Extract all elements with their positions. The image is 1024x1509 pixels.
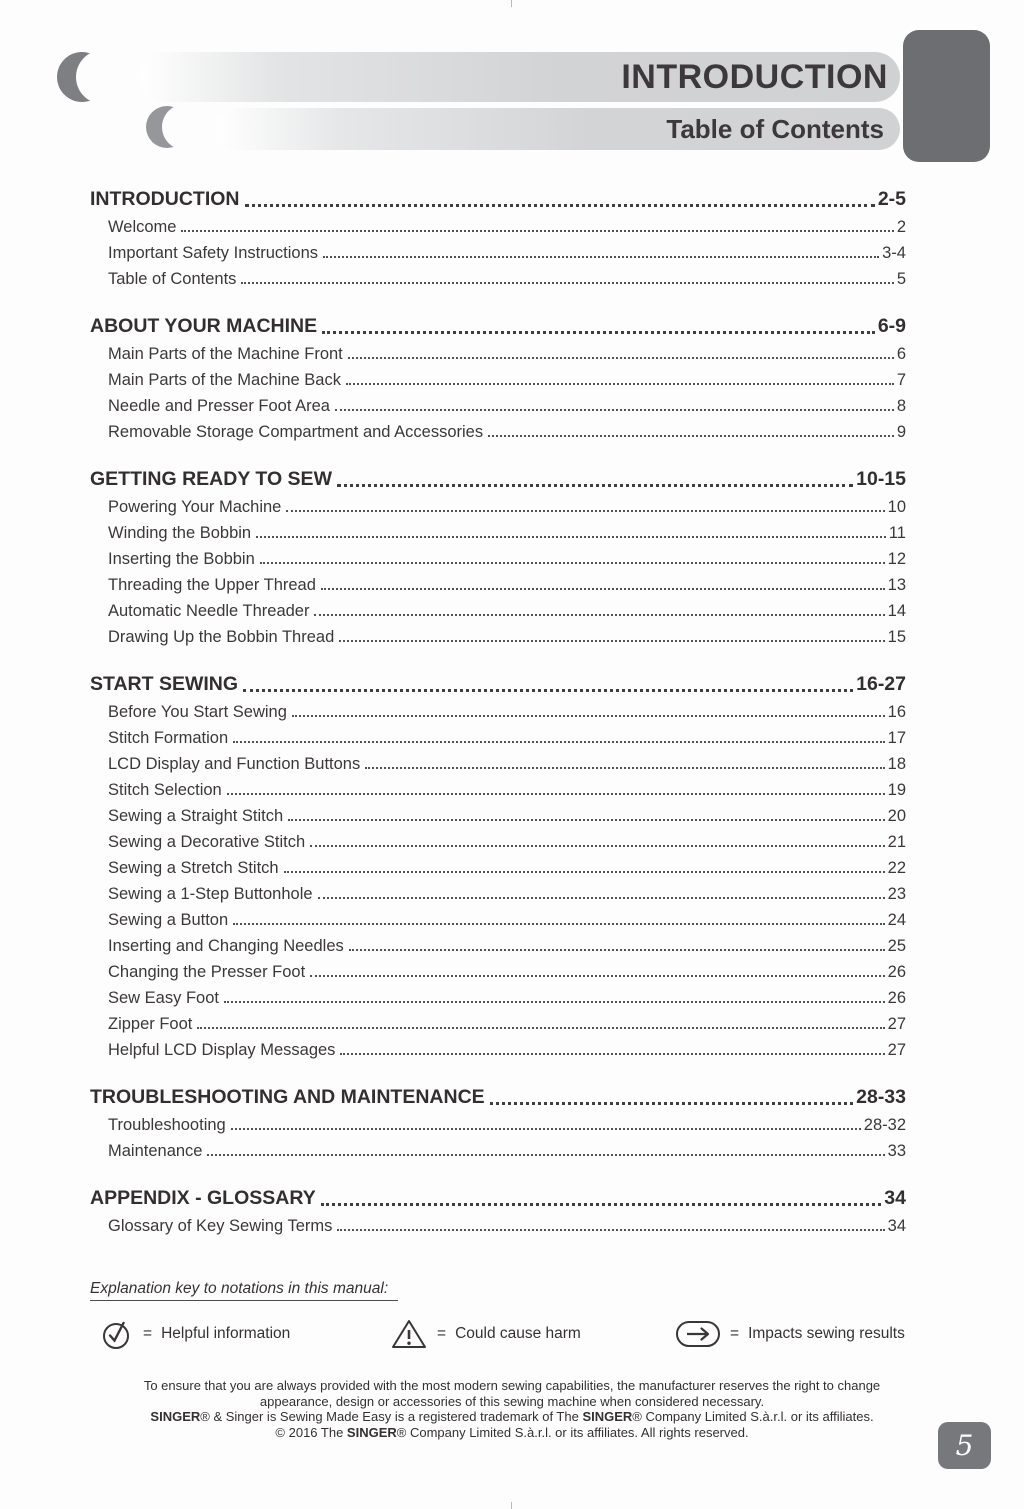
toc-section-title: START SEWING xyxy=(90,673,239,695)
brand-name: SINGER xyxy=(582,1409,633,1424)
crescent-decoration-small-icon xyxy=(146,106,194,153)
toc-item-label: Before You Start Sewing xyxy=(108,703,287,721)
toc-item-page: 6 xyxy=(896,345,906,363)
toc-item-label: Automatic Needle Threader xyxy=(108,602,310,620)
legend-label: Helpful information xyxy=(161,1325,291,1342)
toc-item xyxy=(108,930,906,956)
toc-section-pages: 28-33 xyxy=(856,1086,906,1108)
toc-item xyxy=(108,748,906,774)
toc-item xyxy=(108,211,906,237)
leader-dots xyxy=(224,1001,885,1003)
toc-section-items xyxy=(90,1109,906,1161)
toc-section-row xyxy=(90,668,906,696)
legend-label: Could cause harm xyxy=(455,1325,581,1342)
toc-item-label: Welcome xyxy=(108,218,177,236)
toc-item-page: 13 xyxy=(887,576,906,594)
leader-dots xyxy=(207,1154,884,1156)
toc-item-page: 8 xyxy=(896,397,906,415)
leader-dots xyxy=(322,331,875,334)
toc-item-page: 9 xyxy=(896,423,906,441)
toc-item-label: Troubleshooting xyxy=(108,1116,226,1134)
toc-section-items xyxy=(90,211,906,289)
toc-item-page: 11 xyxy=(888,524,906,542)
toc-item xyxy=(108,852,906,878)
toc-item-page: 18 xyxy=(887,755,906,773)
toc-item xyxy=(108,956,906,982)
leader-dots xyxy=(256,536,886,538)
leader-dots xyxy=(243,689,853,692)
toc-item-label: Removable Storage Compartment and Accessories xyxy=(108,423,484,441)
toc-item-label: Winding the Bobbin xyxy=(108,524,252,542)
toc-item xyxy=(108,364,906,390)
toc-item xyxy=(108,390,906,416)
toc-item-label: Drawing Up the Bobbin Thread xyxy=(108,628,335,646)
check-circle-icon xyxy=(100,1317,134,1351)
toc-item-label: Sew Easy Foot xyxy=(108,989,219,1007)
toc-section-title: APPENDIX - GLOSSARY xyxy=(90,1187,316,1209)
toc-item xyxy=(108,1109,906,1135)
toc-item-page: 5 xyxy=(896,270,906,288)
leader-dots xyxy=(197,1027,884,1029)
toc-item-label: Sewing a 1-Step Buttonhole xyxy=(108,885,313,903)
toc-item-label: Stitch Selection xyxy=(108,781,222,799)
toc-item-label: Changing the Presser Foot xyxy=(108,963,306,981)
toc-item-page: 28-32 xyxy=(863,1116,906,1134)
leader-dots xyxy=(318,897,885,899)
toc-item-label: Sewing a Decorative Stitch xyxy=(108,833,306,851)
page-subtitle-bar xyxy=(215,108,900,150)
leader-dots xyxy=(348,357,894,359)
toc-section xyxy=(90,310,906,442)
crescent-decoration-icon xyxy=(57,52,115,107)
toc-section-row xyxy=(90,1081,906,1109)
legend-heading: Explanation key to notations in this manual: xyxy=(90,1280,398,1301)
toc-section xyxy=(90,1081,906,1161)
toc-item-label: Needle and Presser Foot Area xyxy=(108,397,330,415)
toc-section-title: GETTING READY TO SEW xyxy=(90,468,332,490)
toc-section-pages: 16-27 xyxy=(856,673,906,695)
registration-mark-bottom xyxy=(511,1502,512,1509)
toc-item xyxy=(108,982,906,1008)
toc-section xyxy=(90,1182,906,1236)
leader-dots xyxy=(337,1229,884,1231)
toc-section-title: INTRODUCTION xyxy=(90,188,240,210)
legend-row xyxy=(90,1317,906,1351)
leader-dots xyxy=(365,767,884,769)
footer-text: ® Company Limited S.à.r.l. or its affiliates. xyxy=(632,1409,874,1424)
legend-item-results xyxy=(675,1319,906,1349)
leader-dots xyxy=(260,562,885,564)
brand-name: SINGER xyxy=(150,1409,201,1424)
leader-dots xyxy=(339,640,884,642)
toc-section-items xyxy=(90,1210,906,1236)
toc-item-page: 24 xyxy=(887,911,906,929)
toc-item xyxy=(108,904,906,930)
leader-dots xyxy=(310,845,884,847)
toc-item-label: Maintenance xyxy=(108,1142,203,1160)
toc-item-page: 10 xyxy=(887,498,906,516)
footer-copyright-line xyxy=(0,1425,1024,1441)
footer-legal xyxy=(0,1378,1024,1440)
toc-section xyxy=(90,668,906,1060)
footer-trademark-line xyxy=(0,1409,1024,1425)
toc-item-label: Main Parts of the Machine Front xyxy=(108,345,343,363)
leader-dots xyxy=(349,949,885,951)
registration-mark-top xyxy=(511,0,512,7)
toc-section-row xyxy=(90,310,906,338)
toc-item xyxy=(108,263,906,289)
toc-item xyxy=(108,800,906,826)
leader-dots xyxy=(323,256,879,258)
toc-item-page: 33 xyxy=(887,1142,906,1160)
leader-dots xyxy=(488,435,894,437)
toc-item-page: 12 xyxy=(887,550,906,568)
toc-item-label: Stitch Formation xyxy=(108,729,229,747)
page-subtitle: Table of Contents xyxy=(666,113,884,144)
toc-section-items xyxy=(90,696,906,1060)
toc-section-title: TROUBLESHOOTING AND MAINTENANCE xyxy=(90,1086,485,1108)
toc-section-pages: 34 xyxy=(884,1187,906,1209)
leader-dots xyxy=(233,741,885,743)
toc-section-row xyxy=(90,1182,906,1210)
toc-section-items xyxy=(90,491,906,647)
toc-item-page: 3-4 xyxy=(882,244,906,262)
toc-item-page: 14 xyxy=(887,602,906,620)
toc-item-page: 17 xyxy=(887,729,906,747)
toc-item-label: Sewing a Stretch Stitch xyxy=(108,859,279,877)
notation-legend xyxy=(90,1280,906,1351)
toc-item xyxy=(108,1210,906,1236)
toc-item-page: 23 xyxy=(887,885,906,903)
table-of-contents xyxy=(90,183,906,1236)
toc-item xyxy=(108,696,906,722)
toc-item xyxy=(108,595,906,621)
leader-dots xyxy=(337,484,853,487)
toc-item-label: Powering Your Machine xyxy=(108,498,282,516)
toc-item-label: Table of Contents xyxy=(108,270,237,288)
toc-section-row xyxy=(90,183,906,211)
footer-text: ® Company Limited S.à.r.l. or its affiliates. All rights reserved. xyxy=(396,1424,749,1440)
toc-item xyxy=(108,543,906,569)
legend-item-harm xyxy=(390,1317,675,1351)
leader-dots xyxy=(314,614,884,616)
toc-item-label: Important Safety Instructions xyxy=(108,244,319,262)
toc-item-page: 22 xyxy=(887,859,906,877)
toc-item xyxy=(108,621,906,647)
toc-item xyxy=(108,237,906,263)
toc-section xyxy=(90,463,906,647)
leader-dots xyxy=(292,715,885,717)
leader-dots xyxy=(231,1128,861,1130)
chapter-title-bar xyxy=(140,52,900,102)
chapter-title: INTRODUCTION xyxy=(621,57,888,96)
toc-item-label: Inserting and Changing Needles xyxy=(108,937,344,955)
toc-item xyxy=(108,569,906,595)
toc-item-page: 21 xyxy=(887,833,906,851)
leader-dots xyxy=(286,510,884,512)
toc-item-page: 16 xyxy=(887,703,906,721)
toc-item-page: 34 xyxy=(887,1217,906,1235)
toc-item-page: 19 xyxy=(887,781,906,799)
leader-dots xyxy=(245,204,875,207)
toc-item-page: 27 xyxy=(887,1015,906,1033)
toc-item-label: Main Parts of the Machine Back xyxy=(108,371,341,389)
footer-text: ® & Singer is Sewing Made Easy is a registered trademark of The xyxy=(200,1409,583,1424)
footer-paragraph-line2: appearance, design or accessories of this sewing machine when considered necessary. xyxy=(259,1393,765,1409)
toc-item-label: Inserting the Bobbin xyxy=(108,550,255,568)
toc-section-items xyxy=(90,338,906,442)
toc-item-label: Glossary of Key Sewing Terms xyxy=(108,1217,333,1235)
toc-item-page: 26 xyxy=(887,989,906,1007)
legend-label: Impacts sewing results xyxy=(748,1325,905,1342)
toc-item xyxy=(108,1135,906,1161)
toc-section xyxy=(90,183,906,289)
toc-item-page: 7 xyxy=(896,371,906,389)
leader-dots xyxy=(335,409,894,411)
leader-dots xyxy=(181,230,893,232)
toc-section-title: ABOUT YOUR MACHINE xyxy=(90,315,318,337)
legend-equals: = xyxy=(437,1325,447,1342)
leader-dots xyxy=(310,975,884,977)
leader-dots xyxy=(340,1053,884,1055)
toc-item xyxy=(108,338,906,364)
leader-dots xyxy=(227,793,885,795)
toc-section-pages: 10-15 xyxy=(856,468,906,490)
arrow-oval-icon xyxy=(675,1319,721,1349)
toc-item-page: 20 xyxy=(887,807,906,825)
toc-item xyxy=(108,826,906,852)
page-number-badge xyxy=(938,1422,991,1469)
toc-item xyxy=(108,774,906,800)
toc-item-label: LCD Display and Function Buttons xyxy=(108,755,361,773)
toc-item-page: 27 xyxy=(887,1041,906,1059)
brand-name: SINGER xyxy=(346,1424,397,1440)
toc-item-page: 2 xyxy=(896,218,906,236)
legend-equals: = xyxy=(730,1325,740,1342)
leader-dots xyxy=(288,819,884,821)
leader-dots xyxy=(490,1102,853,1105)
toc-section-pages: 6-9 xyxy=(877,315,906,337)
toc-item-label: Zipper Foot xyxy=(108,1015,193,1033)
toc-item xyxy=(108,878,906,904)
toc-section-pages: 2-5 xyxy=(877,188,906,210)
leader-dots xyxy=(321,1203,882,1206)
leader-dots xyxy=(321,588,885,590)
leader-dots xyxy=(233,923,884,925)
legend-item-helpful xyxy=(90,1317,390,1351)
toc-item-page: 25 xyxy=(887,937,906,955)
toc-item-page: 15 xyxy=(887,628,906,646)
footer-text: © 2016 The xyxy=(275,1424,347,1440)
toc-item xyxy=(108,517,906,543)
leader-dots xyxy=(241,282,893,284)
leader-dots xyxy=(346,383,894,385)
toc-item xyxy=(108,722,906,748)
toc-item-label: Threading the Upper Thread xyxy=(108,576,316,594)
toc-item-page: 26 xyxy=(887,963,906,981)
legend-equals: = xyxy=(143,1325,153,1342)
chapter-side-tab xyxy=(903,30,990,162)
toc-section-row xyxy=(90,463,906,491)
leader-dots xyxy=(284,871,885,873)
toc-item-label: Sewing a Straight Stitch xyxy=(108,807,284,825)
toc-item-label: Sewing a Button xyxy=(108,911,229,929)
toc-item xyxy=(108,1034,906,1060)
page-number: 5 xyxy=(955,1429,974,1462)
toc-item xyxy=(108,1008,906,1034)
footer-paragraph-line1: To ensure that you are always provided with the most modern sewing capabilities, the manufacturer reserves the right to change xyxy=(143,1378,881,1393)
warning-triangle-icon xyxy=(390,1317,428,1351)
toc-item-label: Helpful LCD Display Messages xyxy=(108,1041,336,1059)
toc-item xyxy=(108,416,906,442)
toc-item xyxy=(108,491,906,517)
